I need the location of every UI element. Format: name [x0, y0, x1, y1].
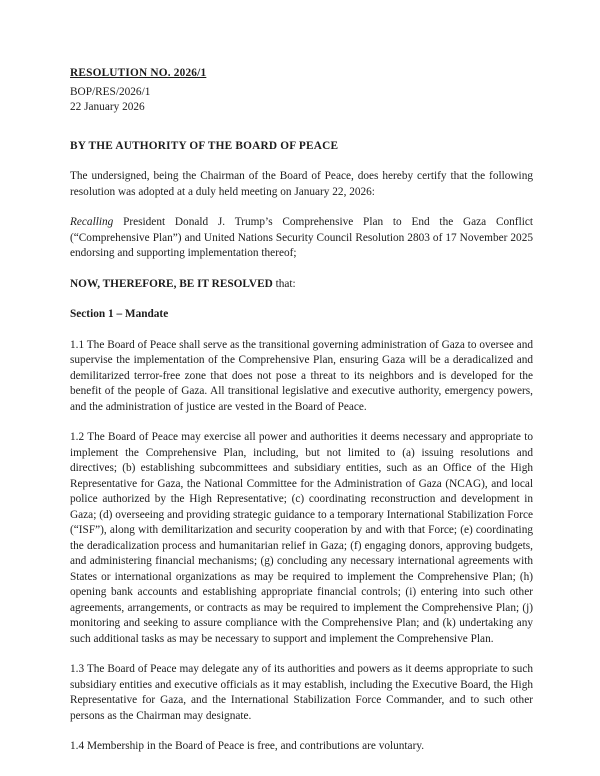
- document-title: RESOLUTION NO. 2026/1: [70, 67, 207, 79]
- recalling-lead: Recalling: [70, 216, 114, 228]
- document-reference-number: BOP/RES/2026/1: [70, 85, 151, 98]
- clause-1-1: 1.1 The Board of Peace shall serve as the transitional governing administration of Gaza to oversee and supervise the implementation of the Comprehensive Plan, ensuring Gaza will be a deradicalized and demilitarized terror-free zone that does not pose a threat to its neighbors and is developed for the benefit of the people of Gaza. All transitional legislative and executive authority, emergency powers, and the administration of justice are vested in the Board of Peace.: [70, 338, 533, 413]
- clause-1-3: 1.3 The Board of Peace may delegate any of its authorities and powers as it deems appropriate to such subsidiary entities and executive officials as it may establish, including the Executive Board, the High Representative for Gaza, and the International Stabilization Force Commander, and to such other persons as the Chairman may designate.: [70, 663, 533, 722]
- resolved-lead: NOW, THEREFORE, BE IT RESOLVED: [70, 277, 273, 290]
- authority-heading: BY THE AUTHORITY OF THE BOARD OF PEACE: [70, 139, 339, 152]
- clause-1-2: 1.2 The Board of Peace may exercise all power and authorities it deems necessary and appropriate to implement the Comprehensive Plan, including, but not limited to (a) issuing resolutions and directives; (b) establishing subcommittees and subsidiary entities, such as an Office of the High Representative for Gaza, the National Committee for the Administration of Gaza (NCAG), and local police authorized by the High Representative; (c) coordinating reconstruction and development in Gaza; (d) overseeing and providing strategic guidance to a temporary International Stabilization Force (“ISF”), along with demilitarization and security cooperation by and with that Force; (e) coordinating the deradicalization process and humanitarian relief in Gaza; (f) engaging donors, approving budgets, and administering financial mechanisms; (g) concluding any necessary international agreements with States or international organizations as may be required to implement the Comprehensive Plan; (h) opening bank accounts and establishing appropriate financial controls; (i) entering into such other agreements, arrangements, or contracts as may be required to implement the Comprehensive Plan; (j) monitoring and seeking to assure compliance with the Comprehensive Plan; and (k) undertaking any such additional tasks as may be necessary to support and implement the Comprehensive Plan.: [70, 431, 533, 645]
- resolved-paragraph: [70, 277, 533, 293]
- section-1-heading: Section 1 – Mandate: [70, 308, 169, 320]
- recalling-paragraph: [70, 215, 533, 262]
- recalling-body: President Donald J. Trump’s Comprehensive Plan to End the Gaza Conflict (“Comprehensive Plan”) and United Nations Security Council Resolution 2803 of 17 November 2025 endorsing and supporting implementation thereof;: [70, 216, 533, 259]
- document-date: 22 January 2026: [70, 101, 145, 113]
- certification-paragraph: The undersigned, being the Chairman of the Board of Peace, does hereby certify that the following resolution was adopted at a duly held meeting on January 22, 2026:: [70, 170, 533, 198]
- clause-1-4: 1.4 Membership in the Board of Peace is free, and contributions are voluntary.: [70, 740, 425, 752]
- resolved-tail: that:: [272, 277, 296, 290]
